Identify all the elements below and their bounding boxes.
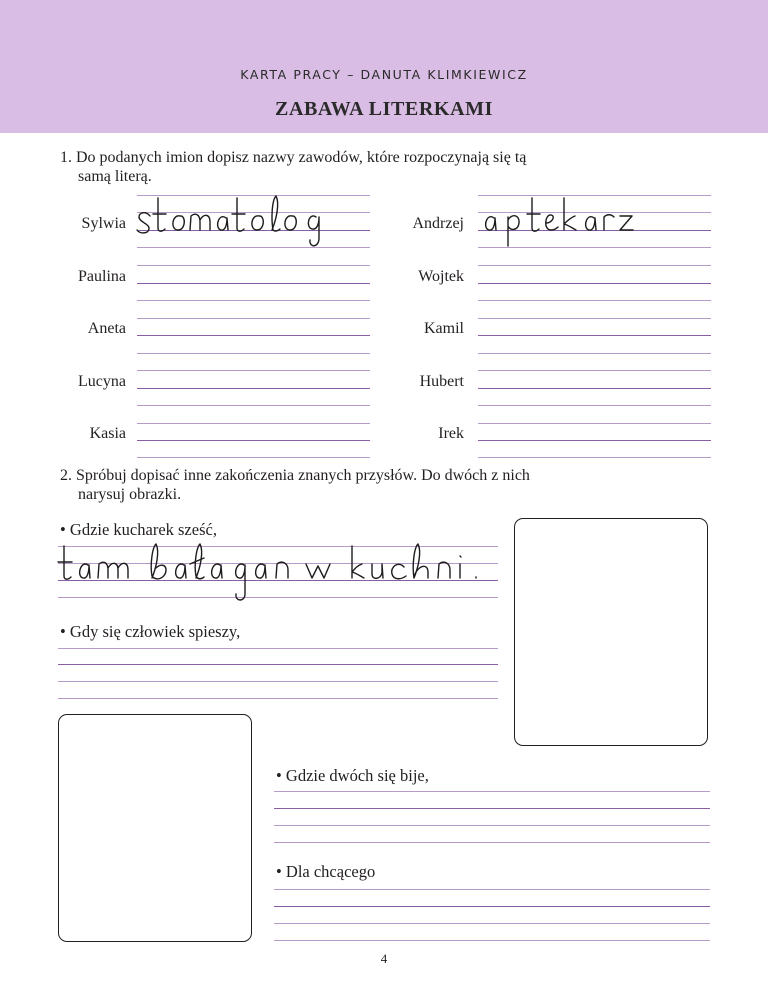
header-band [0, 0, 768, 133]
name-kasia: Kasia [89, 425, 126, 442]
task-2-instruction [60, 466, 530, 504]
worksheet-author: KARTA PRACY – DANUTA KLIMKIEWICZ [240, 67, 528, 82]
name-wojtek: Wojtek [418, 268, 464, 285]
task-1-line-2: samą literą. [78, 168, 152, 185]
name-andrzej: Andrzej [412, 215, 464, 232]
handwritten-answer-stomatolog [134, 190, 334, 254]
name-kamil: Kamil [424, 320, 464, 337]
proverb-1: • Gdzie kucharek sześć, [60, 520, 217, 539]
drawing-box-right[interactable] [514, 518, 708, 746]
name-hubert: Hubert [419, 373, 464, 390]
page-number: 4 [380, 951, 388, 966]
proverb-3: • Gdzie dwóch się bije, [276, 766, 429, 785]
task-2-line-1: 2. Spróbuj dopisać inne zakończenia znanych przysłów. Do dwóch z nich [60, 467, 530, 484]
name-irek: Irek [438, 425, 464, 442]
worksheet-title: ZABAWA LITERKAMI [275, 98, 493, 120]
proverb-2: • Gdy się człowiek spieszy, [60, 622, 241, 641]
drawing-box-left[interactable] [58, 714, 252, 942]
name-lucyna: Lucyna [78, 373, 126, 390]
task-1-instruction [60, 148, 526, 186]
handwritten-answer-proverb-1 [56, 540, 506, 606]
task-1-line-1: 1. Do podanych imion dopisz nazwy zawodów, które rozpoczynają się tą [60, 149, 527, 166]
proverb-4: • Dla chcącego [276, 862, 376, 881]
name-aneta: Aneta [87, 320, 126, 337]
name-paulina: Paulina [78, 268, 126, 285]
task-2-line-2: narysuj obrazki. [78, 486, 182, 503]
name-sylwia: Sylwia [81, 215, 126, 232]
handwritten-answer-aptekarz [480, 190, 650, 254]
